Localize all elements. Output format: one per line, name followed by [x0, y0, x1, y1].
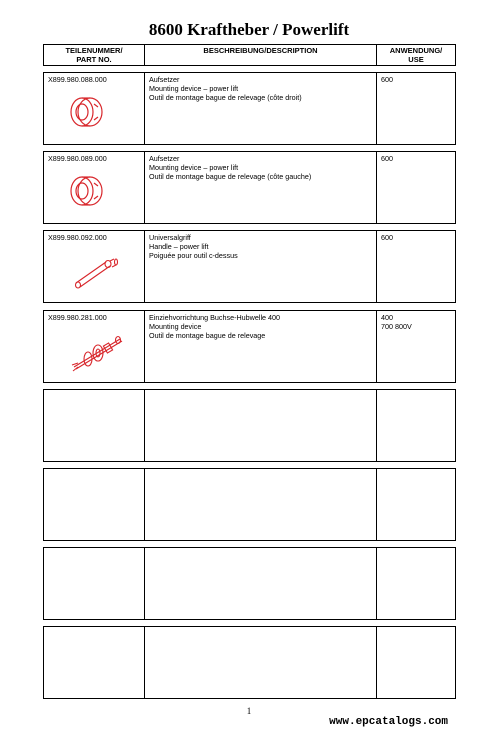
part-no-cell — [44, 231, 145, 302]
description-cell — [145, 152, 377, 223]
description-fr: Poiguée pour outil c-dessus — [149, 251, 238, 260]
part-number: X899.980.088.000 — [48, 75, 107, 84]
header-part-no-line2: PART NO. — [76, 55, 112, 64]
description-de: Aufsetzer — [149, 154, 180, 163]
part-number: X899.980.089.000 — [48, 154, 107, 163]
usage-cell — [377, 311, 455, 382]
empty-description-cell — [145, 390, 377, 461]
table-row — [43, 72, 456, 145]
empty-table-row — [43, 547, 456, 620]
empty-usage-cell — [377, 390, 455, 461]
usage-value: 400 — [381, 313, 393, 322]
usage-cell — [377, 231, 455, 302]
header-usage-line2: USE — [408, 55, 424, 64]
handle-rod-icon — [70, 255, 120, 289]
empty-table-row — [43, 468, 456, 541]
usage-value: 600 — [381, 75, 393, 84]
empty-table-row — [43, 389, 456, 462]
header-part-no — [44, 45, 145, 65]
description-cell — [145, 231, 377, 302]
page-title: 8600 Kraftheber / Powerlift — [148, 20, 350, 39]
header-usage — [377, 45, 455, 65]
empty-usage-cell — [377, 627, 455, 698]
description-en: Mounting device – power lift — [149, 163, 239, 172]
ring-bushing-icon — [68, 95, 108, 129]
part-number: X899.980.092.000 — [48, 233, 107, 242]
empty-usage-cell — [377, 469, 455, 540]
empty-description-cell — [145, 627, 377, 698]
usage-value: 700 800V — [381, 322, 412, 331]
description-fr: Outil de montage bague de relevage (côte gauche) — [149, 172, 312, 181]
table-header — [43, 44, 456, 66]
empty-part-no-cell — [44, 469, 145, 540]
description-fr: Outil de montage bague de relevage (côte droit) — [149, 93, 302, 102]
page-number: 1 — [246, 706, 252, 716]
table-row — [43, 230, 456, 303]
table-row — [43, 310, 456, 383]
website-watermark: www.epcatalogs.com — [329, 716, 448, 728]
usage-value: 600 — [381, 233, 393, 242]
part-no-cell — [44, 73, 145, 144]
header-usage-line1: ANWENDUNG/ — [389, 46, 443, 55]
empty-part-no-cell — [44, 390, 145, 461]
part-no-cell — [44, 152, 145, 223]
description-de: Universalgriff — [149, 233, 191, 242]
description-cell — [145, 73, 377, 144]
usage-cell — [377, 152, 455, 223]
empty-description-cell — [145, 548, 377, 619]
table-row — [43, 151, 456, 224]
part-no-cell — [44, 311, 145, 382]
empty-part-no-cell — [44, 548, 145, 619]
description-de: Aufsetzer — [149, 75, 180, 84]
ring-bushing-icon — [68, 174, 108, 208]
description-en: Mounting device – power lift — [149, 84, 239, 93]
description-cell — [145, 311, 377, 382]
part-number: X899.980.281.000 — [48, 313, 107, 322]
empty-part-no-cell — [44, 627, 145, 698]
empty-description-cell — [145, 469, 377, 540]
description-de: Einziehvorrichtung Buchse-Hubwelle 400 — [149, 313, 281, 322]
description-en: Mounting device — [149, 322, 202, 331]
usage-value: 600 — [381, 154, 393, 163]
header-description — [145, 45, 377, 65]
header-description-label: BESCHREIBUNG/DESCRIPTION — [203, 46, 318, 55]
description-fr: Outil de montage bague de relevage — [149, 331, 266, 340]
empty-usage-cell — [377, 548, 455, 619]
puller-device-icon — [70, 333, 126, 373]
usage-cell — [377, 73, 455, 144]
description-en: Handle – power lift — [149, 242, 209, 251]
header-part-no-line1: TEILENUMMER/ — [65, 46, 123, 55]
empty-table-row — [43, 626, 456, 699]
